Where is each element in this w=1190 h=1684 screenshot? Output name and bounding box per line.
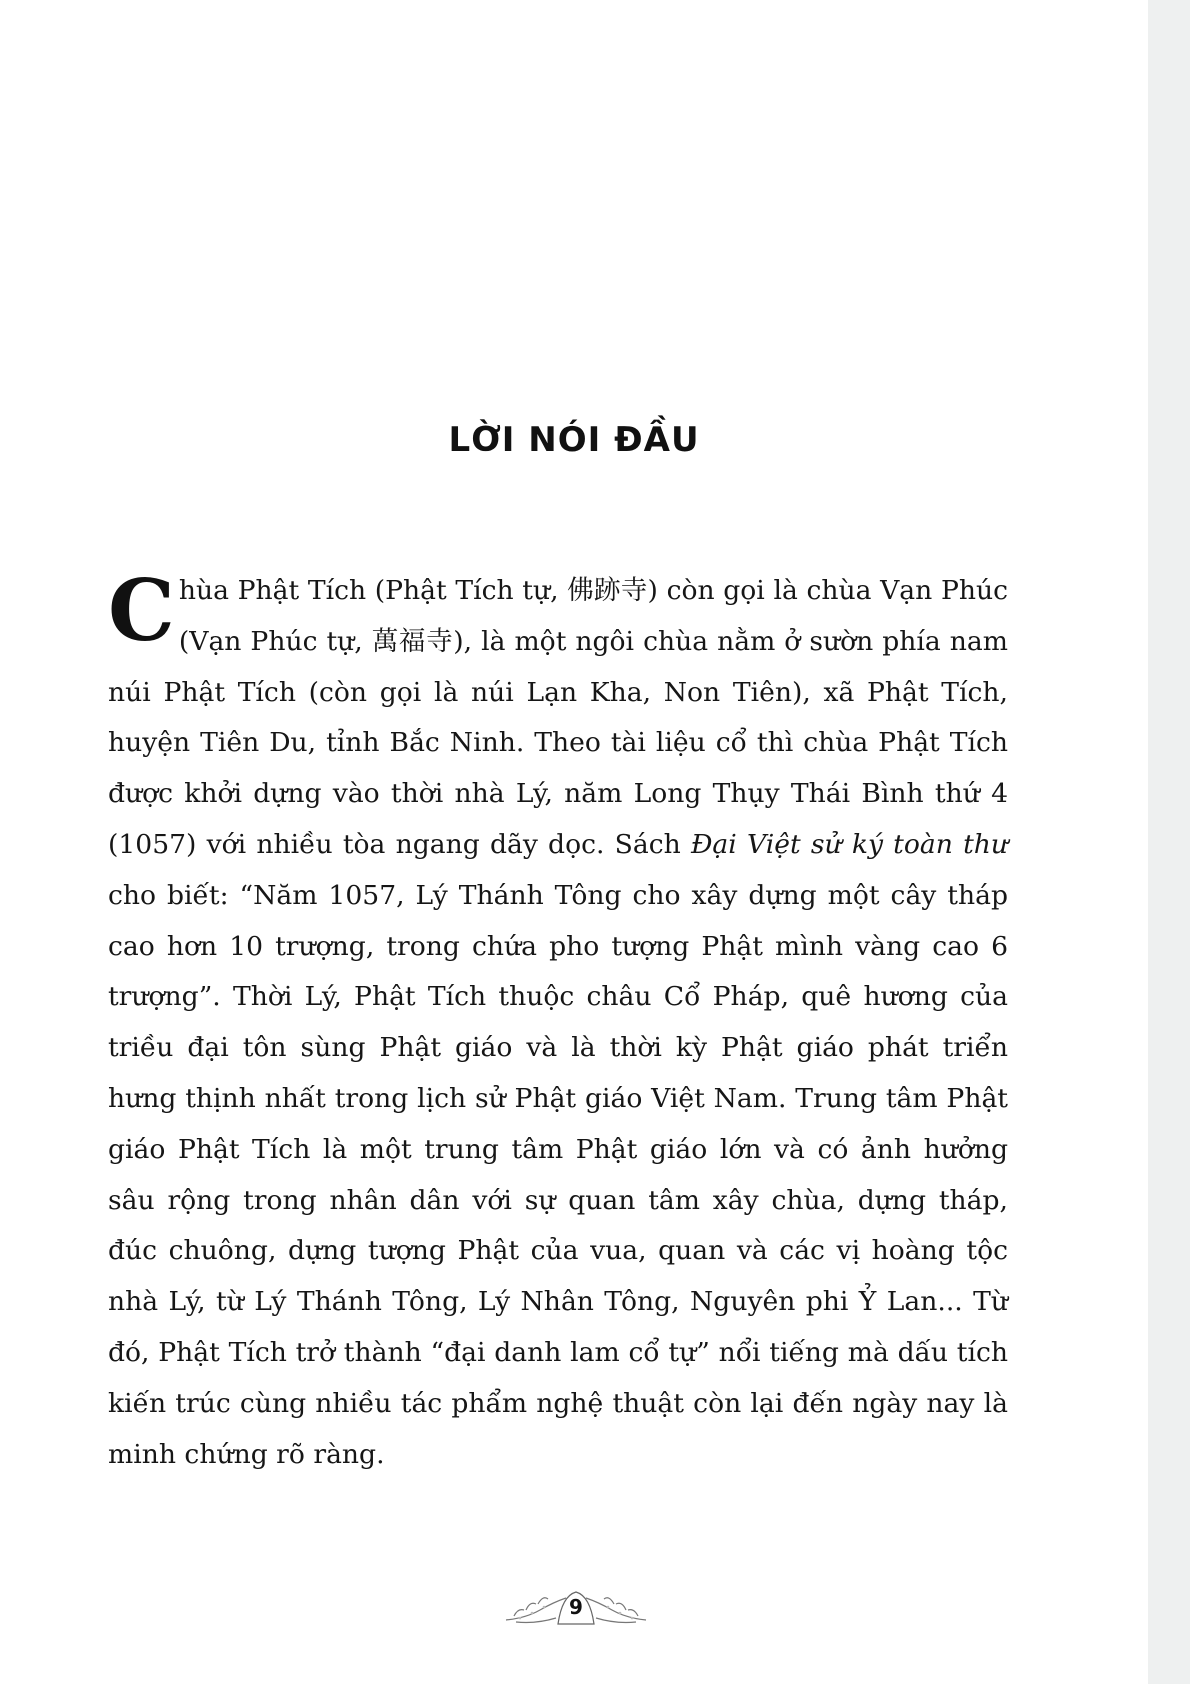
page-title: LỜI NÓI ĐẦU (448, 420, 700, 460)
page-footer (0, 1588, 1148, 1628)
body-paragraph (108, 561, 1009, 1480)
page-edge (1148, 0, 1190, 1684)
book-title-italic: Đại Việt sử ký toàn thư (690, 828, 1009, 860)
paragraph-text-part-2: cho biết: “Năm 1057, Lý Thánh Tông cho xây dựng một cây tháp cao hơn 10 trượng, trong chứa pho tượng Phật mình vàng cao 6 trượng”. Thời Lý, Phật Tích thuộc châu Cổ Pháp, quê hương của triều đại tôn sùng Phật giáo và là thời kỳ Phật giáo phát triển hưng thịnh nhất trong lịch sử Phật giáo Việt Nam. Trung tâm Phật giáo Phật Tích là một trung tâm Phật giáo lớn và có ảnh hưởng sâu rộng trong nhân dân với sự quan tâm xây chùa, dựng tháp, đúc chuông, dựng tượng Phật của vua, quan và các vị hoàng tộc nhà Lý, từ Lý Thánh Tông, Lý Nhân Tông, Nguyên phi Ỷ Lan... Từ đó, Phật Tích trở thành “đại danh lam cổ tự” nổi tiếng mà dấu tích kiến trúc cùng nhiều tác phẩm nghệ thuật còn lại đến ngày nay là minh chứng rõ ràng. (108, 879, 1008, 1470)
paragraph-text-part-1: hùa Phật Tích (Phật Tích tự, 佛跡寺) còn gọi là chùa Vạn Phúc (Vạn Phúc tự, 萬福寺), là một ngôi chùa nằm ở sườn phía nam núi Phật Tích (còn gọi là núi Lạn Kha, Non Tiên), xã Phật Tích, huyện Tiên Du, tỉnh Bắc Ninh. Theo tài liệu cổ thì chùa Phật Tích được khởi dựng vào thời nhà Lý, năm Long Thụy Thái Bình thứ 4 (1057) với nhiều tòa ngang dãy dọc. Sách (108, 575, 1008, 860)
drop-cap: C (108, 561, 175, 660)
page-number: 9 (569, 1595, 583, 1619)
